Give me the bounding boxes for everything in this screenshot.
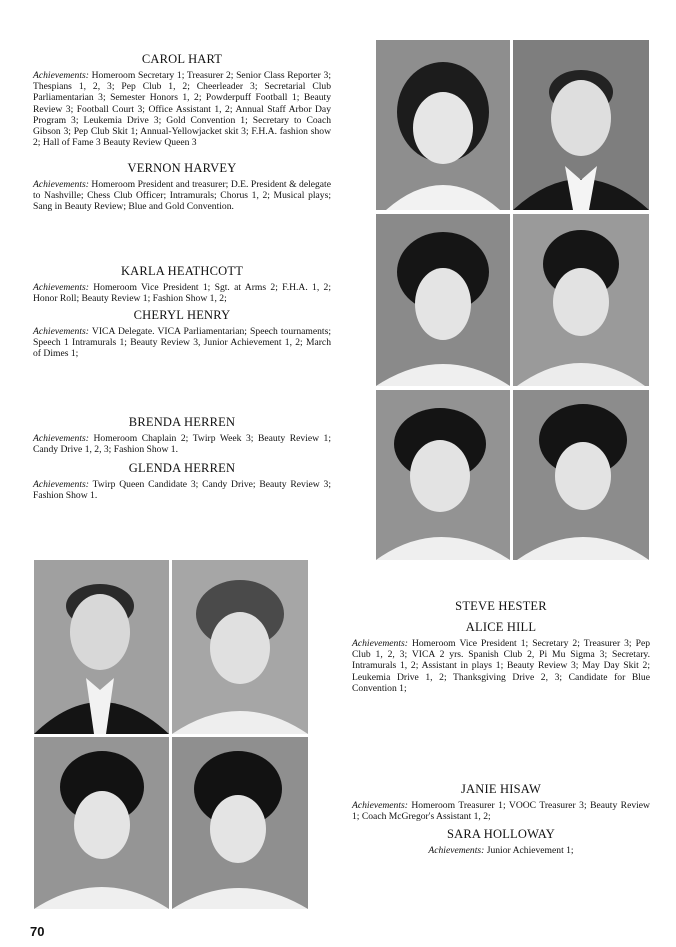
achievements-text: Achievements: VICA Delegate. VICA Parliamentarian; Speech tournaments; Speech 1 Intramurals 1; Beauty Review 3, Junior Achievement 1, 2; March of Dimes 1; — [33, 326, 332, 360]
page-number: 70 — [30, 924, 45, 939]
portrait-brenda-herren — [376, 390, 510, 560]
student-name: CHERYL HENRY — [133, 308, 231, 322]
portrait-carol-hart — [376, 40, 510, 210]
achievements-label: Achievements: — [33, 282, 89, 293]
achievements-text: Achievements: Twirp Queen Candidate 3; Candy Drive; Beauty Review 3; Fashion Show 1. — [33, 479, 331, 502]
student-name: STEVE HESTER — [455, 599, 547, 613]
student-name: BRENDA HERREN — [128, 415, 236, 429]
portrait-karla-heathcott — [376, 214, 510, 386]
achievements-text: Achievements: Homeroom Secretary 1; Treasurer 2; Senior Class Reporter 3; Thespians 1, 2, 3; Pep Club 1, 2; Cheerleader 3; Secretarial Club Parliamentarian 3; Semester Honors 1, 2; Powderpuff Football 1; Beauty Review 3; Football Court 3; Office Assistant 1, 2; Annual Staff Arbor Day Program 3; Leukemia Drive 3; Gold Convention 1; Secretary to Coach Gibson 3; Pep Club Skit 1; Annual-Yellowjacket skit 3; F.H.A. fashion show 2; Hall of Fame 3 Beauty Review Queen 3 — [33, 70, 331, 149]
student-name: JANIE HISAW — [460, 782, 541, 796]
portrait-alice-hill — [172, 560, 308, 734]
entry-sara-holloway — [352, 827, 650, 856]
achievements-text: Achievements: Homeroom Vice President 1; Secretary 2; Treasurer 3; Pep Club 1, 2, 3; VICA 2 yrs. Spanish Club 2, Pi Mu Sigma 3; Secretary. Intramurals 1, 2; Assistant in plays 1; Beauty Review 3; May Day Skit 2; Leukemia Drive 1, 2; Thanksgiving Drive 2, 3; Candidate for Blue Convention 1; — [352, 638, 650, 694]
achievements-label: Achievements: — [33, 326, 89, 337]
portrait-cheryl-henry — [513, 214, 649, 386]
achievements-label: Achievements: — [33, 179, 89, 190]
portrait-steve-hester — [34, 560, 169, 734]
student-name: GLENDA HERREN — [128, 461, 236, 475]
achievements-text: Achievements: Homeroom Vice President 1; Sgt. at Arms 2; F.H.A. 1, 2; Honor Roll; Beauty Review 1; Fashion Show 1, 2; — [33, 282, 331, 305]
achievements-label: Achievements: — [33, 433, 89, 444]
portrait-glenda-herren — [513, 390, 649, 560]
achievements-text: Achievements: Homeroom President and treasurer; D.E. President & delegate to Nashville; Chess Club Officer; Intramurals; Chorus 1, 2; Musical plays; Sang in Beauty Review; Blue and Gold Convention. — [33, 179, 331, 213]
student-name: VERNON HARVEY — [127, 161, 237, 175]
entry-steve-hester — [352, 599, 650, 617]
entry-alice-hill — [352, 620, 650, 694]
portrait-sara-holloway — [172, 737, 308, 909]
entry-glenda-herren — [33, 461, 331, 501]
achievements-text: Achievements: Junior Achievement 1; — [428, 845, 574, 856]
portrait-janie-hisaw — [34, 737, 169, 909]
achievements-text: Achievements: Homeroom Treasurer 1; VOOC Treasurer 3; Beauty Review 1; Coach McGregor's Assistant 1, 2; — [352, 800, 650, 823]
student-name: SARA HOLLOWAY — [446, 827, 556, 841]
student-name: CAROL HART — [141, 52, 223, 66]
portrait-vernon-harvey — [513, 40, 649, 210]
achievements-label: Achievements: — [33, 479, 89, 490]
entry-brenda-herren — [33, 415, 331, 455]
entry-vernon-harvey — [33, 161, 331, 213]
achievements-label: Achievements: — [33, 70, 89, 81]
entry-carol-hart — [33, 52, 331, 148]
student-name: KARLA HEATHCOTT — [120, 264, 244, 278]
achievements-label: Achievements: — [352, 638, 408, 649]
student-name: ALICE HILL — [465, 620, 537, 634]
entry-cheryl-henry — [33, 308, 331, 360]
entry-karla-heathcott — [33, 264, 331, 304]
entry-janie-hisaw — [352, 782, 650, 822]
achievements-label: Achievements: — [352, 800, 408, 811]
achievements-text: Achievements: Homeroom Chaplain 2; Twirp Week 3; Beauty Review 1; Candy Drive 1, 2, 3; Fashion Show 1. — [33, 433, 331, 456]
achievements-label: Achievements: — [428, 845, 485, 856]
